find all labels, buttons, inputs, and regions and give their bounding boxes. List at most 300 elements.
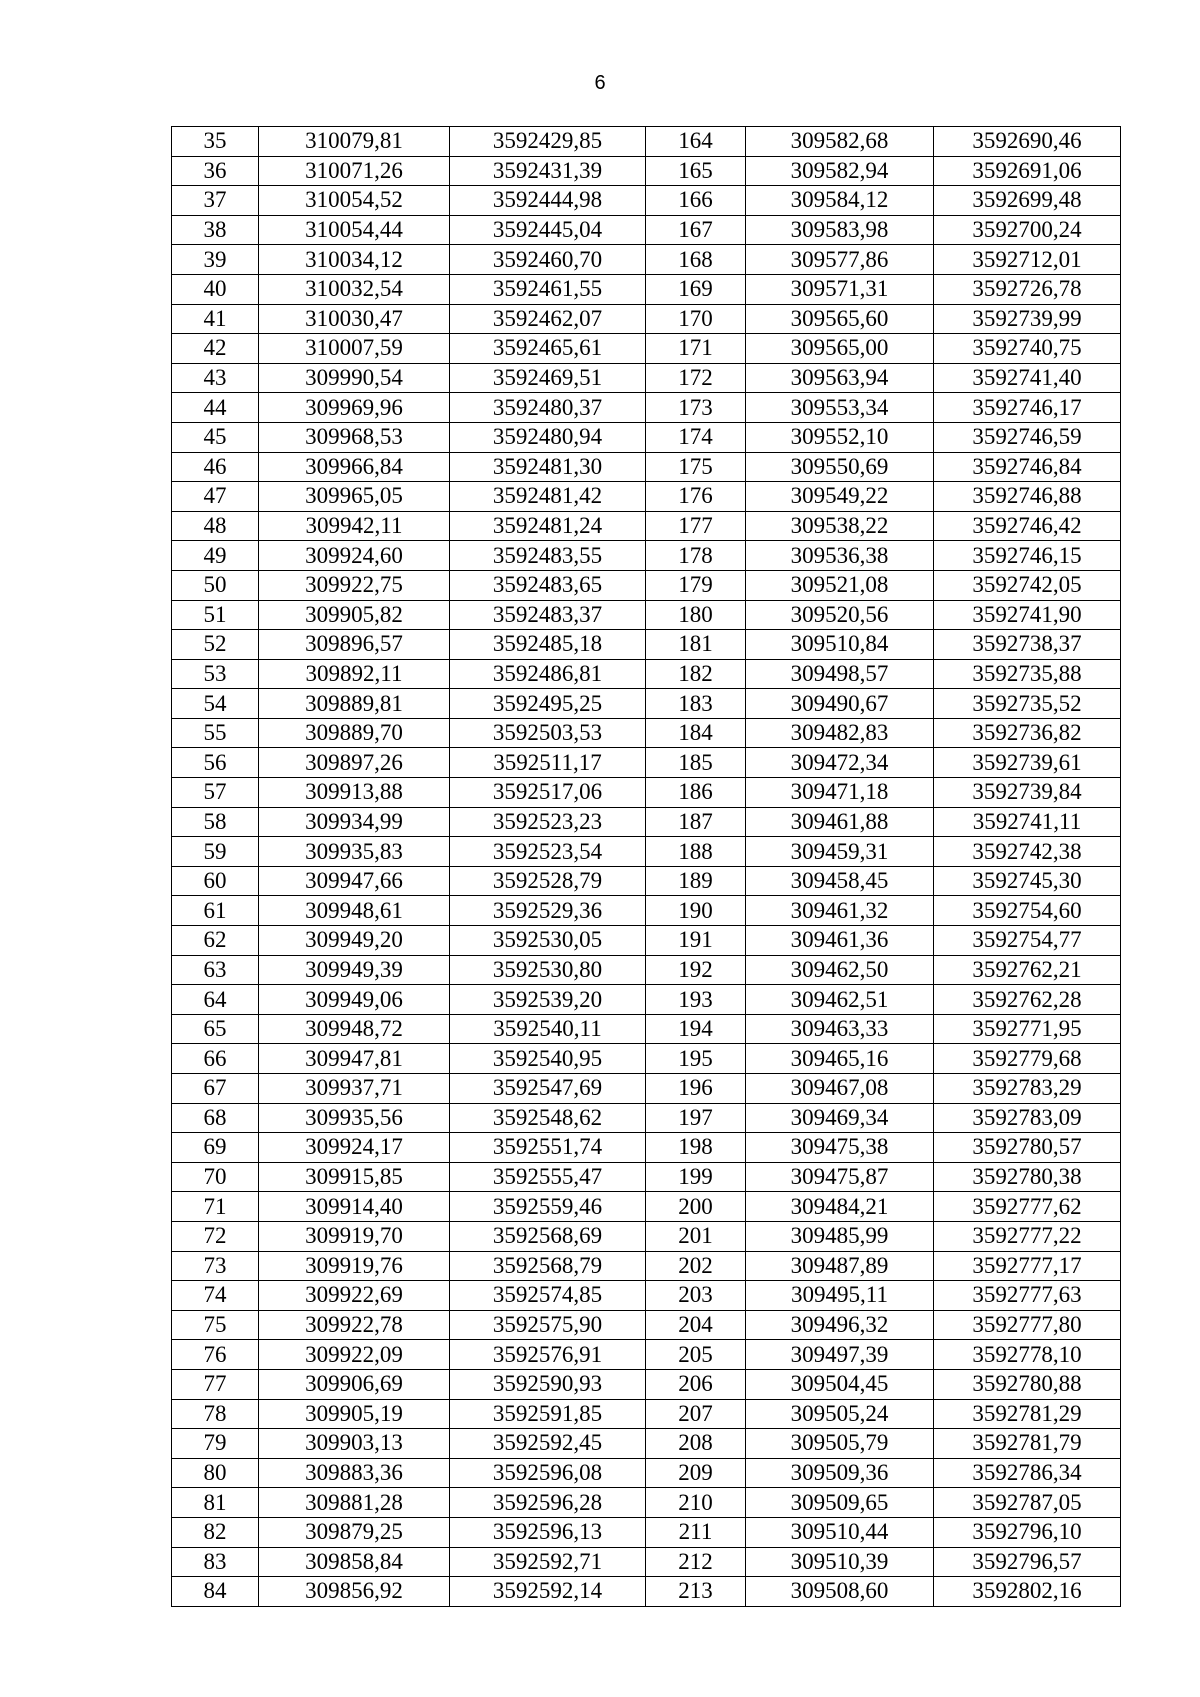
point-number-cell: 72 (172, 1221, 259, 1251)
x-coordinate-cell: 309583,98 (746, 215, 934, 245)
y-coordinate-cell: 3592429,85 (450, 127, 646, 157)
table-row (172, 1458, 1121, 1488)
y-coordinate-cell: 3592530,80 (450, 955, 646, 985)
y-coordinate-cell: 3592690,46 (934, 127, 1121, 157)
x-coordinate-cell: 309922,78 (259, 1310, 450, 1340)
x-coordinate-cell: 309968,53 (259, 422, 450, 452)
x-coordinate-cell: 309521,08 (746, 570, 934, 600)
y-coordinate-cell: 3592485,18 (450, 630, 646, 660)
y-coordinate-cell: 3592735,52 (934, 689, 1121, 719)
y-coordinate-cell: 3592736,82 (934, 718, 1121, 748)
point-number-cell: 184 (646, 718, 746, 748)
point-number-cell: 68 (172, 1103, 259, 1133)
y-coordinate-cell: 3592469,51 (450, 363, 646, 393)
table-row (172, 1133, 1121, 1163)
point-number-cell: 166 (646, 186, 746, 216)
table-row (172, 482, 1121, 512)
x-coordinate-cell: 309538,22 (746, 511, 934, 541)
point-number-cell: 76 (172, 1340, 259, 1370)
x-coordinate-cell: 309935,83 (259, 837, 450, 867)
x-coordinate-cell: 309919,76 (259, 1251, 450, 1281)
point-number-cell: 167 (646, 215, 746, 245)
x-coordinate-cell: 309856,92 (259, 1577, 450, 1607)
x-coordinate-cell: 309505,79 (746, 1429, 934, 1459)
x-coordinate-cell: 309966,84 (259, 452, 450, 482)
point-number-cell: 56 (172, 748, 259, 778)
point-number-cell: 50 (172, 570, 259, 600)
x-coordinate-cell: 309475,87 (746, 1162, 934, 1192)
point-number-cell: 201 (646, 1221, 746, 1251)
point-number-cell: 198 (646, 1133, 746, 1163)
x-coordinate-cell: 310071,26 (259, 156, 450, 186)
x-coordinate-cell: 310079,81 (259, 127, 450, 157)
point-number-cell: 75 (172, 1310, 259, 1340)
point-number-cell: 182 (646, 659, 746, 689)
y-coordinate-cell: 3592530,05 (450, 926, 646, 956)
x-coordinate-cell: 309498,57 (746, 659, 934, 689)
table-row (172, 748, 1121, 778)
table-row (172, 393, 1121, 423)
point-number-cell: 192 (646, 955, 746, 985)
x-coordinate-cell: 309582,94 (746, 156, 934, 186)
y-coordinate-cell: 3592786,34 (934, 1458, 1121, 1488)
y-coordinate-cell: 3592568,69 (450, 1221, 646, 1251)
table-row (172, 718, 1121, 748)
point-number-cell: 80 (172, 1458, 259, 1488)
x-coordinate-cell: 309510,39 (746, 1547, 934, 1577)
table-row (172, 334, 1121, 364)
y-coordinate-cell: 3592739,61 (934, 748, 1121, 778)
point-number-cell: 40 (172, 274, 259, 304)
y-coordinate-cell: 3592574,85 (450, 1281, 646, 1311)
x-coordinate-cell: 309948,72 (259, 1014, 450, 1044)
table-row (172, 1281, 1121, 1311)
point-number-cell: 164 (646, 127, 746, 157)
y-coordinate-cell: 3592802,16 (934, 1577, 1121, 1607)
x-coordinate-cell: 309905,82 (259, 600, 450, 630)
point-number-cell: 64 (172, 985, 259, 1015)
y-coordinate-cell: 3592483,55 (450, 541, 646, 571)
x-coordinate-cell: 309469,34 (746, 1103, 934, 1133)
y-coordinate-cell: 3592780,88 (934, 1369, 1121, 1399)
y-coordinate-cell: 3592783,29 (934, 1074, 1121, 1104)
table-row (172, 1399, 1121, 1429)
point-number-cell: 55 (172, 718, 259, 748)
y-coordinate-cell: 3592596,28 (450, 1488, 646, 1518)
point-number-cell: 36 (172, 156, 259, 186)
point-number-cell: 57 (172, 778, 259, 808)
x-coordinate-cell: 309947,66 (259, 866, 450, 896)
table-row (172, 1014, 1121, 1044)
x-coordinate-cell: 309934,99 (259, 807, 450, 837)
point-number-cell: 77 (172, 1369, 259, 1399)
point-number-cell: 197 (646, 1103, 746, 1133)
point-number-cell: 82 (172, 1517, 259, 1547)
y-coordinate-cell: 3592777,80 (934, 1310, 1121, 1340)
x-coordinate-cell: 309935,56 (259, 1103, 450, 1133)
table-row (172, 837, 1121, 867)
x-coordinate-cell: 309497,39 (746, 1340, 934, 1370)
x-coordinate-cell: 310007,59 (259, 334, 450, 364)
y-coordinate-cell: 3592445,04 (450, 215, 646, 245)
x-coordinate-cell: 309949,06 (259, 985, 450, 1015)
y-coordinate-cell: 3592712,01 (934, 245, 1121, 275)
y-coordinate-cell: 3592461,55 (450, 274, 646, 304)
table-row (172, 689, 1121, 719)
table-row (172, 1488, 1121, 1518)
y-coordinate-cell: 3592777,62 (934, 1192, 1121, 1222)
point-number-cell: 70 (172, 1162, 259, 1192)
point-number-cell: 195 (646, 1044, 746, 1074)
table-row (172, 1517, 1121, 1547)
point-number-cell: 73 (172, 1251, 259, 1281)
point-number-cell: 165 (646, 156, 746, 186)
table-row (172, 363, 1121, 393)
y-coordinate-cell: 3592762,21 (934, 955, 1121, 985)
point-number-cell: 203 (646, 1281, 746, 1311)
table-row (172, 541, 1121, 571)
y-coordinate-cell: 3592739,99 (934, 304, 1121, 334)
x-coordinate-cell: 309458,45 (746, 866, 934, 896)
y-coordinate-cell: 3592700,24 (934, 215, 1121, 245)
point-number-cell: 38 (172, 215, 259, 245)
y-coordinate-cell: 3592503,53 (450, 718, 646, 748)
y-coordinate-cell: 3592735,88 (934, 659, 1121, 689)
x-coordinate-cell: 309922,75 (259, 570, 450, 600)
x-coordinate-cell: 309919,70 (259, 1221, 450, 1251)
x-coordinate-cell: 309969,96 (259, 393, 450, 423)
y-coordinate-cell: 3592796,57 (934, 1547, 1121, 1577)
point-number-cell: 180 (646, 600, 746, 630)
x-coordinate-cell: 310034,12 (259, 245, 450, 275)
y-coordinate-cell: 3592741,11 (934, 807, 1121, 837)
point-number-cell: 181 (646, 630, 746, 660)
point-number-cell: 52 (172, 630, 259, 660)
y-coordinate-cell: 3592746,84 (934, 452, 1121, 482)
x-coordinate-cell: 309990,54 (259, 363, 450, 393)
y-coordinate-cell: 3592777,63 (934, 1281, 1121, 1311)
page-number: 6 (594, 72, 606, 94)
point-number-cell: 177 (646, 511, 746, 541)
x-coordinate-cell: 309914,40 (259, 1192, 450, 1222)
point-number-cell: 189 (646, 866, 746, 896)
point-number-cell: 79 (172, 1429, 259, 1459)
y-coordinate-cell: 3592746,15 (934, 541, 1121, 571)
x-coordinate-cell: 309949,20 (259, 926, 450, 956)
y-coordinate-cell: 3592483,65 (450, 570, 646, 600)
y-coordinate-cell: 3592739,84 (934, 778, 1121, 808)
x-coordinate-cell: 309582,68 (746, 127, 934, 157)
table-row (172, 422, 1121, 452)
x-coordinate-cell: 309948,61 (259, 896, 450, 926)
point-number-cell: 41 (172, 304, 259, 334)
x-coordinate-cell: 309879,25 (259, 1517, 450, 1547)
point-number-cell: 209 (646, 1458, 746, 1488)
x-coordinate-cell: 309565,00 (746, 334, 934, 364)
table-row (172, 215, 1121, 245)
table-row (172, 1340, 1121, 1370)
y-coordinate-cell: 3592746,88 (934, 482, 1121, 512)
y-coordinate-cell: 3592746,17 (934, 393, 1121, 423)
point-number-cell: 53 (172, 659, 259, 689)
x-coordinate-cell: 309462,50 (746, 955, 934, 985)
x-coordinate-cell: 309577,86 (746, 245, 934, 275)
y-coordinate-cell: 3592596,13 (450, 1517, 646, 1547)
y-coordinate-cell: 3592592,45 (450, 1429, 646, 1459)
y-coordinate-cell: 3592511,17 (450, 748, 646, 778)
y-coordinate-cell: 3592495,25 (450, 689, 646, 719)
y-coordinate-cell: 3592480,37 (450, 393, 646, 423)
point-number-cell: 211 (646, 1517, 746, 1547)
x-coordinate-cell: 309505,24 (746, 1399, 934, 1429)
x-coordinate-cell: 309903,13 (259, 1429, 450, 1459)
x-coordinate-cell: 309508,60 (746, 1577, 934, 1607)
point-number-cell: 39 (172, 245, 259, 275)
point-number-cell: 51 (172, 600, 259, 630)
x-coordinate-cell: 309889,81 (259, 689, 450, 719)
y-coordinate-cell: 3592726,78 (934, 274, 1121, 304)
x-coordinate-cell: 309924,60 (259, 541, 450, 571)
y-coordinate-cell: 3592465,61 (450, 334, 646, 364)
y-coordinate-cell: 3592523,23 (450, 807, 646, 837)
y-coordinate-cell: 3592444,98 (450, 186, 646, 216)
table-row (172, 896, 1121, 926)
y-coordinate-cell: 3592483,37 (450, 600, 646, 630)
point-number-cell: 176 (646, 482, 746, 512)
point-number-cell: 175 (646, 452, 746, 482)
x-coordinate-cell: 309504,45 (746, 1369, 934, 1399)
point-number-cell: 205 (646, 1340, 746, 1370)
point-number-cell: 60 (172, 866, 259, 896)
y-coordinate-cell: 3592480,94 (450, 422, 646, 452)
y-coordinate-cell: 3592462,07 (450, 304, 646, 334)
x-coordinate-cell: 309482,83 (746, 718, 934, 748)
x-coordinate-cell: 309584,12 (746, 186, 934, 216)
point-number-cell: 54 (172, 689, 259, 719)
x-coordinate-cell: 309461,88 (746, 807, 934, 837)
x-coordinate-cell: 309565,60 (746, 304, 934, 334)
point-number-cell: 71 (172, 1192, 259, 1222)
y-coordinate-cell: 3592528,79 (450, 866, 646, 896)
coordinates-table-body (172, 127, 1121, 1607)
y-coordinate-cell: 3592540,11 (450, 1014, 646, 1044)
table-row (172, 600, 1121, 630)
x-coordinate-cell: 309467,08 (746, 1074, 934, 1104)
point-number-cell: 210 (646, 1488, 746, 1518)
x-coordinate-cell: 309510,84 (746, 630, 934, 660)
table-row (172, 1221, 1121, 1251)
x-coordinate-cell: 309553,34 (746, 393, 934, 423)
table-row (172, 1547, 1121, 1577)
point-number-cell: 200 (646, 1192, 746, 1222)
table-row (172, 807, 1121, 837)
x-coordinate-cell: 309475,38 (746, 1133, 934, 1163)
point-number-cell: 183 (646, 689, 746, 719)
table-row (172, 630, 1121, 660)
y-coordinate-cell: 3592590,93 (450, 1369, 646, 1399)
x-coordinate-cell: 309563,94 (746, 363, 934, 393)
point-number-cell: 35 (172, 127, 259, 157)
point-number-cell: 59 (172, 837, 259, 867)
y-coordinate-cell: 3592481,24 (450, 511, 646, 541)
y-coordinate-cell: 3592740,75 (934, 334, 1121, 364)
x-coordinate-cell: 309471,18 (746, 778, 934, 808)
x-coordinate-cell: 309947,81 (259, 1044, 450, 1074)
point-number-cell: 188 (646, 837, 746, 867)
point-number-cell: 74 (172, 1281, 259, 1311)
x-coordinate-cell: 309858,84 (259, 1547, 450, 1577)
point-number-cell: 208 (646, 1429, 746, 1459)
x-coordinate-cell: 310032,54 (259, 274, 450, 304)
y-coordinate-cell: 3592746,59 (934, 422, 1121, 452)
point-number-cell: 46 (172, 452, 259, 482)
x-coordinate-cell: 309924,17 (259, 1133, 450, 1163)
x-coordinate-cell: 309892,11 (259, 659, 450, 689)
y-coordinate-cell: 3592539,20 (450, 985, 646, 1015)
point-number-cell: 213 (646, 1577, 746, 1607)
point-number-cell: 62 (172, 926, 259, 956)
x-coordinate-cell: 309472,34 (746, 748, 934, 778)
point-number-cell: 186 (646, 778, 746, 808)
table-row (172, 778, 1121, 808)
table-row (172, 866, 1121, 896)
y-coordinate-cell: 3592762,28 (934, 985, 1121, 1015)
x-coordinate-cell: 309510,44 (746, 1517, 934, 1547)
point-number-cell: 78 (172, 1399, 259, 1429)
x-coordinate-cell: 309881,28 (259, 1488, 450, 1518)
point-number-cell: 44 (172, 393, 259, 423)
table-row (172, 659, 1121, 689)
y-coordinate-cell: 3592745,30 (934, 866, 1121, 896)
point-number-cell: 171 (646, 334, 746, 364)
point-number-cell: 212 (646, 1547, 746, 1577)
x-coordinate-cell: 309915,85 (259, 1162, 450, 1192)
x-coordinate-cell: 309459,31 (746, 837, 934, 867)
x-coordinate-cell: 309520,56 (746, 600, 934, 630)
y-coordinate-cell: 3592780,57 (934, 1133, 1121, 1163)
y-coordinate-cell: 3592548,62 (450, 1103, 646, 1133)
x-coordinate-cell: 309465,16 (746, 1044, 934, 1074)
x-coordinate-cell: 309922,09 (259, 1340, 450, 1370)
point-number-cell: 49 (172, 541, 259, 571)
table-row (172, 1369, 1121, 1399)
point-number-cell: 187 (646, 807, 746, 837)
point-number-cell: 193 (646, 985, 746, 1015)
y-coordinate-cell: 3592781,79 (934, 1429, 1121, 1459)
table-row (172, 570, 1121, 600)
table-row (172, 985, 1121, 1015)
y-coordinate-cell: 3592431,39 (450, 156, 646, 186)
point-number-cell: 43 (172, 363, 259, 393)
point-number-cell: 58 (172, 807, 259, 837)
y-coordinate-cell: 3592783,09 (934, 1103, 1121, 1133)
y-coordinate-cell: 3592777,17 (934, 1251, 1121, 1281)
x-coordinate-cell: 309509,36 (746, 1458, 934, 1488)
x-coordinate-cell: 309485,99 (746, 1221, 934, 1251)
y-coordinate-cell: 3592796,10 (934, 1517, 1121, 1547)
point-number-cell: 174 (646, 422, 746, 452)
y-coordinate-cell: 3592741,90 (934, 600, 1121, 630)
y-coordinate-cell: 3592568,79 (450, 1251, 646, 1281)
point-number-cell: 199 (646, 1162, 746, 1192)
x-coordinate-cell: 309889,70 (259, 718, 450, 748)
point-number-cell: 169 (646, 274, 746, 304)
y-coordinate-cell: 3592780,38 (934, 1162, 1121, 1192)
x-coordinate-cell: 309536,38 (746, 541, 934, 571)
table-row (172, 1310, 1121, 1340)
point-number-cell: 83 (172, 1547, 259, 1577)
table-row (172, 1251, 1121, 1281)
y-coordinate-cell: 3592778,10 (934, 1340, 1121, 1370)
y-coordinate-cell: 3592517,06 (450, 778, 646, 808)
x-coordinate-cell: 309487,89 (746, 1251, 934, 1281)
x-coordinate-cell: 309496,32 (746, 1310, 934, 1340)
y-coordinate-cell: 3592529,36 (450, 896, 646, 926)
table-row (172, 1044, 1121, 1074)
point-number-cell: 196 (646, 1074, 746, 1104)
x-coordinate-cell: 309462,51 (746, 985, 934, 1015)
x-coordinate-cell: 309549,22 (746, 482, 934, 512)
point-number-cell: 172 (646, 363, 746, 393)
x-coordinate-cell: 309550,69 (746, 452, 934, 482)
x-coordinate-cell: 309905,19 (259, 1399, 450, 1429)
x-coordinate-cell: 309461,36 (746, 926, 934, 956)
x-coordinate-cell: 309552,10 (746, 422, 934, 452)
table-row (172, 1577, 1121, 1607)
x-coordinate-cell: 310030,47 (259, 304, 450, 334)
y-coordinate-cell: 3592742,38 (934, 837, 1121, 867)
table-row (172, 1429, 1121, 1459)
y-coordinate-cell: 3592555,47 (450, 1162, 646, 1192)
point-number-cell: 61 (172, 896, 259, 926)
x-coordinate-cell: 309913,88 (259, 778, 450, 808)
table-row (172, 1074, 1121, 1104)
point-number-cell: 37 (172, 186, 259, 216)
point-number-cell: 48 (172, 511, 259, 541)
x-coordinate-cell: 309509,65 (746, 1488, 934, 1518)
y-coordinate-cell: 3592551,74 (450, 1133, 646, 1163)
point-number-cell: 178 (646, 541, 746, 571)
x-coordinate-cell: 309922,69 (259, 1281, 450, 1311)
point-number-cell: 67 (172, 1074, 259, 1104)
table-row (172, 511, 1121, 541)
point-number-cell: 194 (646, 1014, 746, 1044)
y-coordinate-cell: 3592576,91 (450, 1340, 646, 1370)
table-row (172, 186, 1121, 216)
x-coordinate-cell: 309906,69 (259, 1369, 450, 1399)
y-coordinate-cell: 3592592,71 (450, 1547, 646, 1577)
point-number-cell: 66 (172, 1044, 259, 1074)
x-coordinate-cell: 309883,36 (259, 1458, 450, 1488)
y-coordinate-cell: 3592699,48 (934, 186, 1121, 216)
x-coordinate-cell: 310054,52 (259, 186, 450, 216)
y-coordinate-cell: 3592754,77 (934, 926, 1121, 956)
x-coordinate-cell: 309897,26 (259, 748, 450, 778)
y-coordinate-cell: 3592559,46 (450, 1192, 646, 1222)
point-number-cell: 173 (646, 393, 746, 423)
x-coordinate-cell: 309896,57 (259, 630, 450, 660)
x-coordinate-cell: 309937,71 (259, 1074, 450, 1104)
y-coordinate-cell: 3592575,90 (450, 1310, 646, 1340)
table-row (172, 156, 1121, 186)
coordinates-table (171, 126, 1121, 1607)
x-coordinate-cell: 310054,44 (259, 215, 450, 245)
x-coordinate-cell: 309949,39 (259, 955, 450, 985)
point-number-cell: 168 (646, 245, 746, 275)
y-coordinate-cell: 3592779,68 (934, 1044, 1121, 1074)
point-number-cell: 81 (172, 1488, 259, 1518)
point-number-cell: 45 (172, 422, 259, 452)
